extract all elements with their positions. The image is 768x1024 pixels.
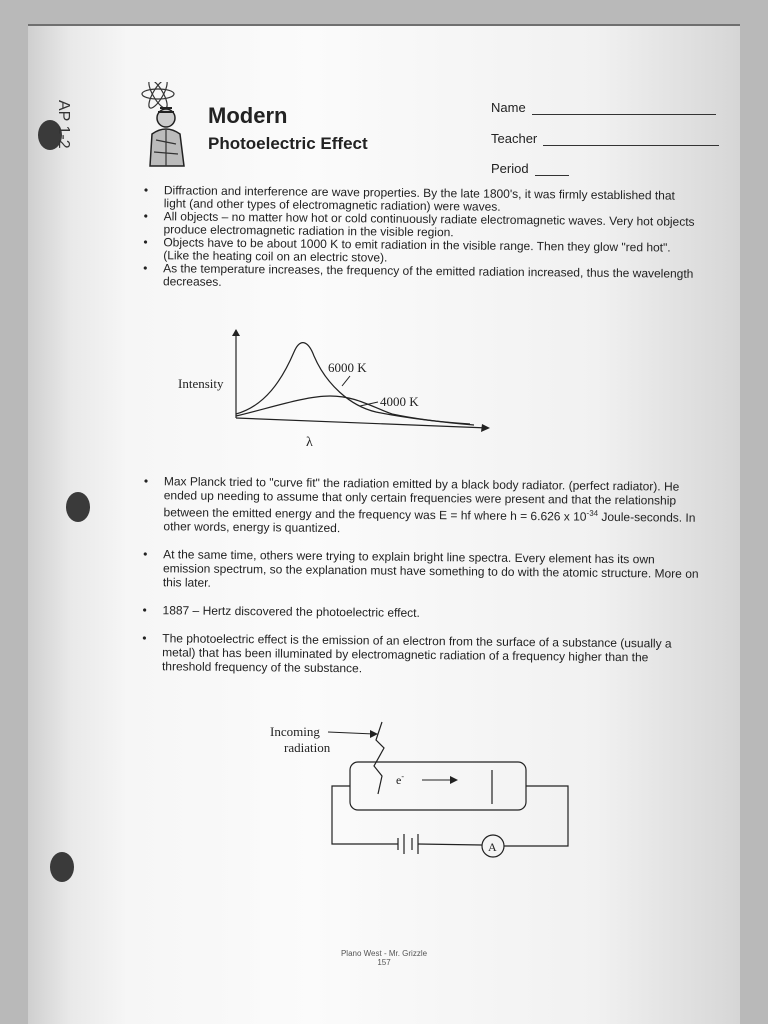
planck-tail: Joule-seconds. In other words, energy is quantized. bbox=[163, 509, 696, 536]
photoelectric-circuit-diagram bbox=[262, 718, 582, 868]
name-blank[interactable] bbox=[532, 101, 716, 115]
curve-4000k bbox=[236, 396, 474, 425]
wire-right bbox=[504, 786, 568, 846]
radiation-label: radiation bbox=[284, 740, 331, 755]
curve-6000k bbox=[236, 343, 470, 424]
side-label: AP 1-2 bbox=[55, 100, 72, 149]
name-label: Name bbox=[491, 100, 526, 115]
history-bullets bbox=[138, 474, 700, 693]
y-axis-arrow-icon bbox=[232, 329, 240, 336]
binder-hole-middle bbox=[66, 492, 90, 522]
ammeter-label: A bbox=[488, 840, 497, 854]
list-item: • As the temperature increases, the frequency of the emitted radiation increased, thus the wavelength decreases. bbox=[139, 262, 699, 294]
battery-icon bbox=[398, 834, 482, 854]
list-item: • Objects have to be about 1000 K to emit radiation in the visible range. Then they glow "red hot". (Like the heating coil on an electric stove). bbox=[139, 236, 699, 268]
incoming-label: Incoming bbox=[270, 724, 320, 739]
list-item: • All objects – no matter how hot or cold continuously radiate electromagnetic waves. Very hot objects produce electromagnetic radiation in the visible region. bbox=[139, 210, 699, 242]
teacher-field[interactable] bbox=[491, 131, 719, 146]
list-item-definition: • The photoelectric effect is the emission of an electron from the surface of a substance (usually a metal) that has been illuminated by electromagnetic radiation of a frequency higher than the threshold frequency of the substance. bbox=[138, 631, 698, 679]
worksheet-subtitle: Photoelectric Effect bbox=[208, 134, 368, 153]
list-item: • Diffraction and interference are wave properties. By the late 1800's, it was firmly established that light (and other types of electromagnetic radiation) were waves. bbox=[140, 184, 700, 216]
binder-hole-bottom bbox=[50, 852, 74, 882]
scientist-logo-icon bbox=[136, 82, 198, 168]
wire-left bbox=[332, 786, 398, 844]
curve-4000k-label: 4000 K bbox=[380, 394, 419, 409]
intro-bullets bbox=[139, 184, 700, 294]
teacher-blank[interactable] bbox=[543, 132, 719, 146]
blackbody-graph bbox=[170, 326, 500, 456]
x-axis-arrow-icon bbox=[481, 424, 490, 432]
footer-credit: Plano West - Mr. Grizzle bbox=[340, 949, 428, 958]
teacher-label: Teacher bbox=[491, 131, 538, 146]
planck-exponent: -34 bbox=[586, 508, 599, 518]
page-footer bbox=[0, 949, 768, 967]
x-axis-label: λ bbox=[306, 435, 313, 450]
radiation-arrow bbox=[328, 732, 374, 734]
electron-label: e- bbox=[396, 772, 404, 787]
list-item-planck bbox=[139, 474, 700, 539]
period-blank[interactable] bbox=[535, 162, 569, 176]
curve-6000k-label: 6000 K bbox=[328, 360, 367, 375]
list-item-spectra: • At the same time, others were trying to explain bright line spectra. Every element has its own emission spectrum, so the explanation must have something to do with the atomic structure. More on this later. bbox=[139, 547, 699, 595]
label-arrow-6000k bbox=[342, 376, 350, 386]
period-field[interactable] bbox=[491, 161, 569, 176]
worksheet-title: Modern bbox=[208, 103, 288, 128]
electron-arrowhead-icon bbox=[450, 776, 458, 784]
page-number: 157 bbox=[377, 958, 391, 967]
period-label: Period bbox=[491, 161, 529, 176]
list-item-hertz: • 1887 – Hertz discovered the photoelectric effect. bbox=[139, 603, 699, 623]
name-field[interactable] bbox=[491, 100, 716, 115]
y-axis-label: Intensity bbox=[178, 376, 224, 391]
planck-text: Max Planck tried to "curve fit" the radiation emitted by a black body radiator. (perfect radiator). He ended up needing to assume that only certain frequencies were present and that the relationship between the emitted energy and the frequency was E = hf where h = 6.626 x 10 bbox=[163, 474, 680, 524]
